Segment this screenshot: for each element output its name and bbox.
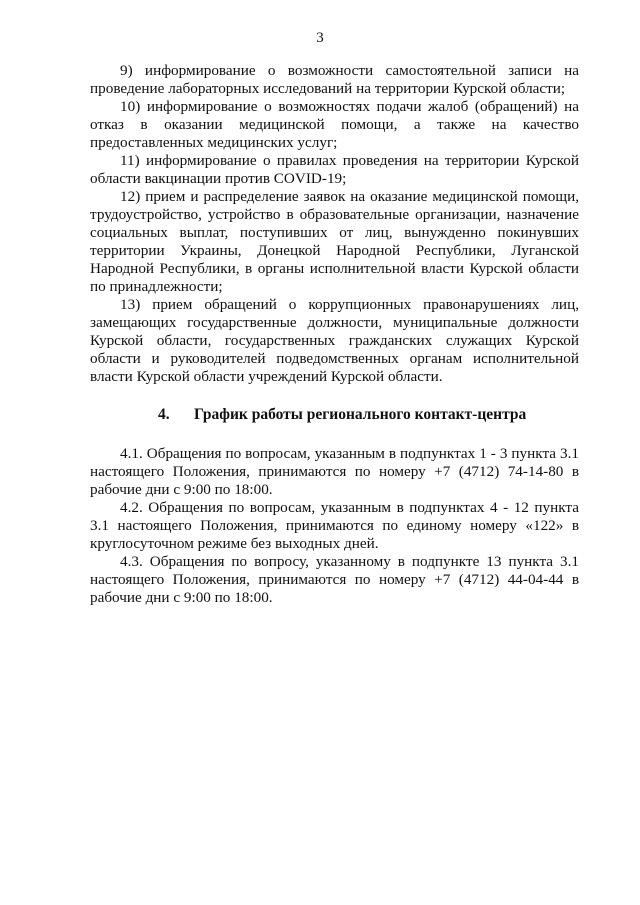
list-item-10: 10) информирование о возможностях подачи жалоб (обращений) на отказ в оказании медицинской помощи, а также на качество предоставленных медицинских услуг; <box>90 98 579 151</box>
section-heading <box>90 406 579 424</box>
section-title: График работы регионального контакт-центра <box>194 406 527 423</box>
section-number: 4. <box>158 406 170 423</box>
list-item-9: 9) информирование о возможности самостоятельной записи на проведение лабораторных исследований на территории Курской области; <box>90 62 579 97</box>
list-item-13: 13) прием обращений о коррупционных правонарушениях лиц, замещающих государственные должности, муниципальные должности Курской области, государственных гражданских служащих Курской области и руководителей подведомственных органам исполнительной власти Курской области учреждений Курской области. <box>90 296 579 385</box>
list-item-11: 11) информирование о правилах проведения на территории Курской области вакцинации против COVID-19; <box>90 152 579 187</box>
page-number: 3 <box>316 30 324 46</box>
subsection-4-3: 4.3. Обращения по вопросу, указанному в подпункте 13 пункта 3.1 настоящего Положения, принимаются по номеру +7 (4712) 44-04-44 в рабочие дни с 9:00 по 18:00. <box>90 553 579 606</box>
subsection-4-2: 4.2. Обращения по вопросам, указанным в подпунктах 4 - 12 пункта 3.1 настоящего Положения, принимаются по единому номеру «122» в круглосуточном режиме без выходных дней. <box>90 499 579 552</box>
document-body <box>90 62 579 607</box>
list-item-12: 12) прием и распределение заявок на оказание медицинской помощи, трудоустройство, устройство в образовательные организации, назначение социальных выплат, поступивших от лиц, вынужденно покинувших территории Украины, Донецкой Народной Республики, Луганской Народной Республики, в органы исполнительной власти Курской области по принадлежности; <box>90 188 579 295</box>
subsection-4-1: 4.1. Обращения по вопросам, указанным в подпунктах 1 - 3 пункта 3.1 настоящего Положения, принимаются по номеру +7 (4712) 74-14-80 в рабочие дни с 9:00 по 18:00. <box>90 445 579 498</box>
